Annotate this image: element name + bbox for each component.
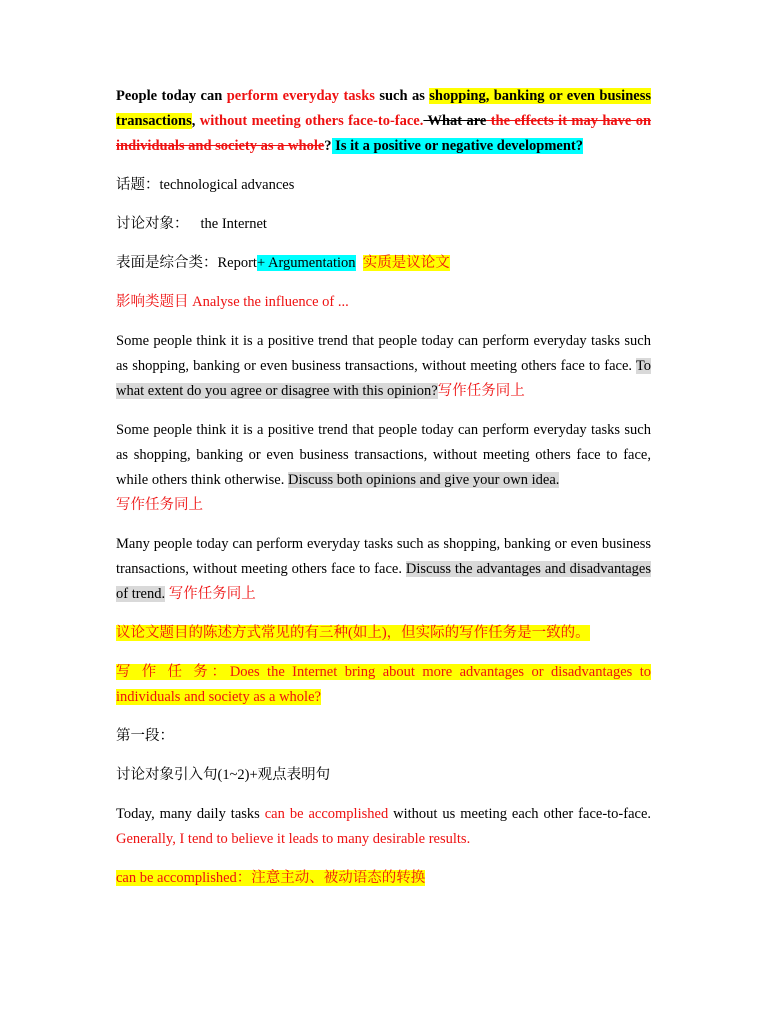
type-line xyxy=(116,251,651,276)
para1-label: 第一段： xyxy=(116,728,174,744)
task-paragraph xyxy=(116,660,651,710)
variant-text: Some people think it is a positive trend that people today can perform everyday tasks such as shopping, banking or even business transactions, without meeting others face to face, while others think otherwise. xyxy=(116,422,651,488)
prompt-highlight-red: without meeting others face-to-face. xyxy=(195,113,424,129)
variant-3-paragraph xyxy=(116,532,651,607)
variant-note: 写作任务同上 xyxy=(168,586,256,602)
topic-line xyxy=(116,173,651,198)
document-page xyxy=(116,84,651,891)
prompt-highlight-yellow: shopping, banking or even business transactions xyxy=(116,88,651,129)
sample-paragraph xyxy=(116,802,651,852)
sample-highlight-red: Generally, I tend to believe it leads to many desirable results. xyxy=(116,831,471,847)
object-label: 讨论对象： xyxy=(116,216,189,232)
variant-question: Discuss the advantages and disadvantages of trend. xyxy=(116,561,651,602)
prompt-highlight-cyan: Is it a positive or negative development? xyxy=(331,138,583,154)
object-line xyxy=(116,212,651,237)
summary-line xyxy=(116,621,651,646)
prompt-text: ? xyxy=(324,138,332,154)
prompt-text: , xyxy=(191,113,196,129)
variant-2-paragraph xyxy=(116,418,651,518)
type-highlight-cyan: + Argumentation xyxy=(256,255,356,271)
task-label: 写 作 任 务： xyxy=(116,664,230,680)
prompt-paragraph xyxy=(116,84,651,159)
variant-text: Many people today can perform everyday tasks such as shopping, banking or even business transactions, without meeting others face to face. xyxy=(116,536,651,577)
summary-highlight: 议论文题目的陈述方式常见的有三种(如上)，但实际的写作任务是一致的。 xyxy=(116,625,590,641)
variant-question: Discuss both opinions and give your own idea. xyxy=(287,472,560,488)
topic-label: 话题： xyxy=(116,177,160,193)
prompt-strikethrough: What are xyxy=(423,113,487,129)
influence-line: 影响类题目 Analyse the influence of ... xyxy=(116,294,349,310)
sample-highlight-red: can be accomplished xyxy=(264,806,389,822)
variant-1-paragraph xyxy=(116,329,651,404)
variant-note: 写作任务同上 xyxy=(437,383,525,399)
prompt-text: such as xyxy=(374,88,430,104)
prompt-highlight-red: perform everyday tasks xyxy=(226,88,375,104)
variant-question: To what extent do you agree or disagree with this opinion? xyxy=(116,358,651,399)
sample-text: Today, many daily tasks xyxy=(116,806,265,822)
variant-text: Some people think it is a positive trend that people today can perform everyday tasks such as shopping, banking or even business transactions, without meeting others face to face. xyxy=(116,333,651,374)
prompt-text: People today can xyxy=(116,88,227,104)
sample-text: without us meeting each other face-to-face. xyxy=(388,806,652,822)
object-value: the Internet xyxy=(200,216,267,232)
prompt-strikethrough-red: the effects it may have on individuals and society as a whole xyxy=(116,113,652,154)
task-text: Does the Internet bring about more advantages or disadvantages to individuals and society as a whole? xyxy=(116,664,651,705)
para1-structure: 讨论对象引入句(1~2)+观点表明句 xyxy=(116,767,331,783)
variant-note: 写作任务同上 xyxy=(116,497,203,513)
voice-note-line xyxy=(116,866,651,891)
topic-value: technological advances xyxy=(159,177,295,193)
voice-note-highlight: can be accomplished：注意主动、被动语态的转换 xyxy=(116,870,426,886)
type-text: 表面是综合类：Report xyxy=(116,255,257,271)
type-highlight-yellow: 实质是议论文 xyxy=(362,255,450,271)
